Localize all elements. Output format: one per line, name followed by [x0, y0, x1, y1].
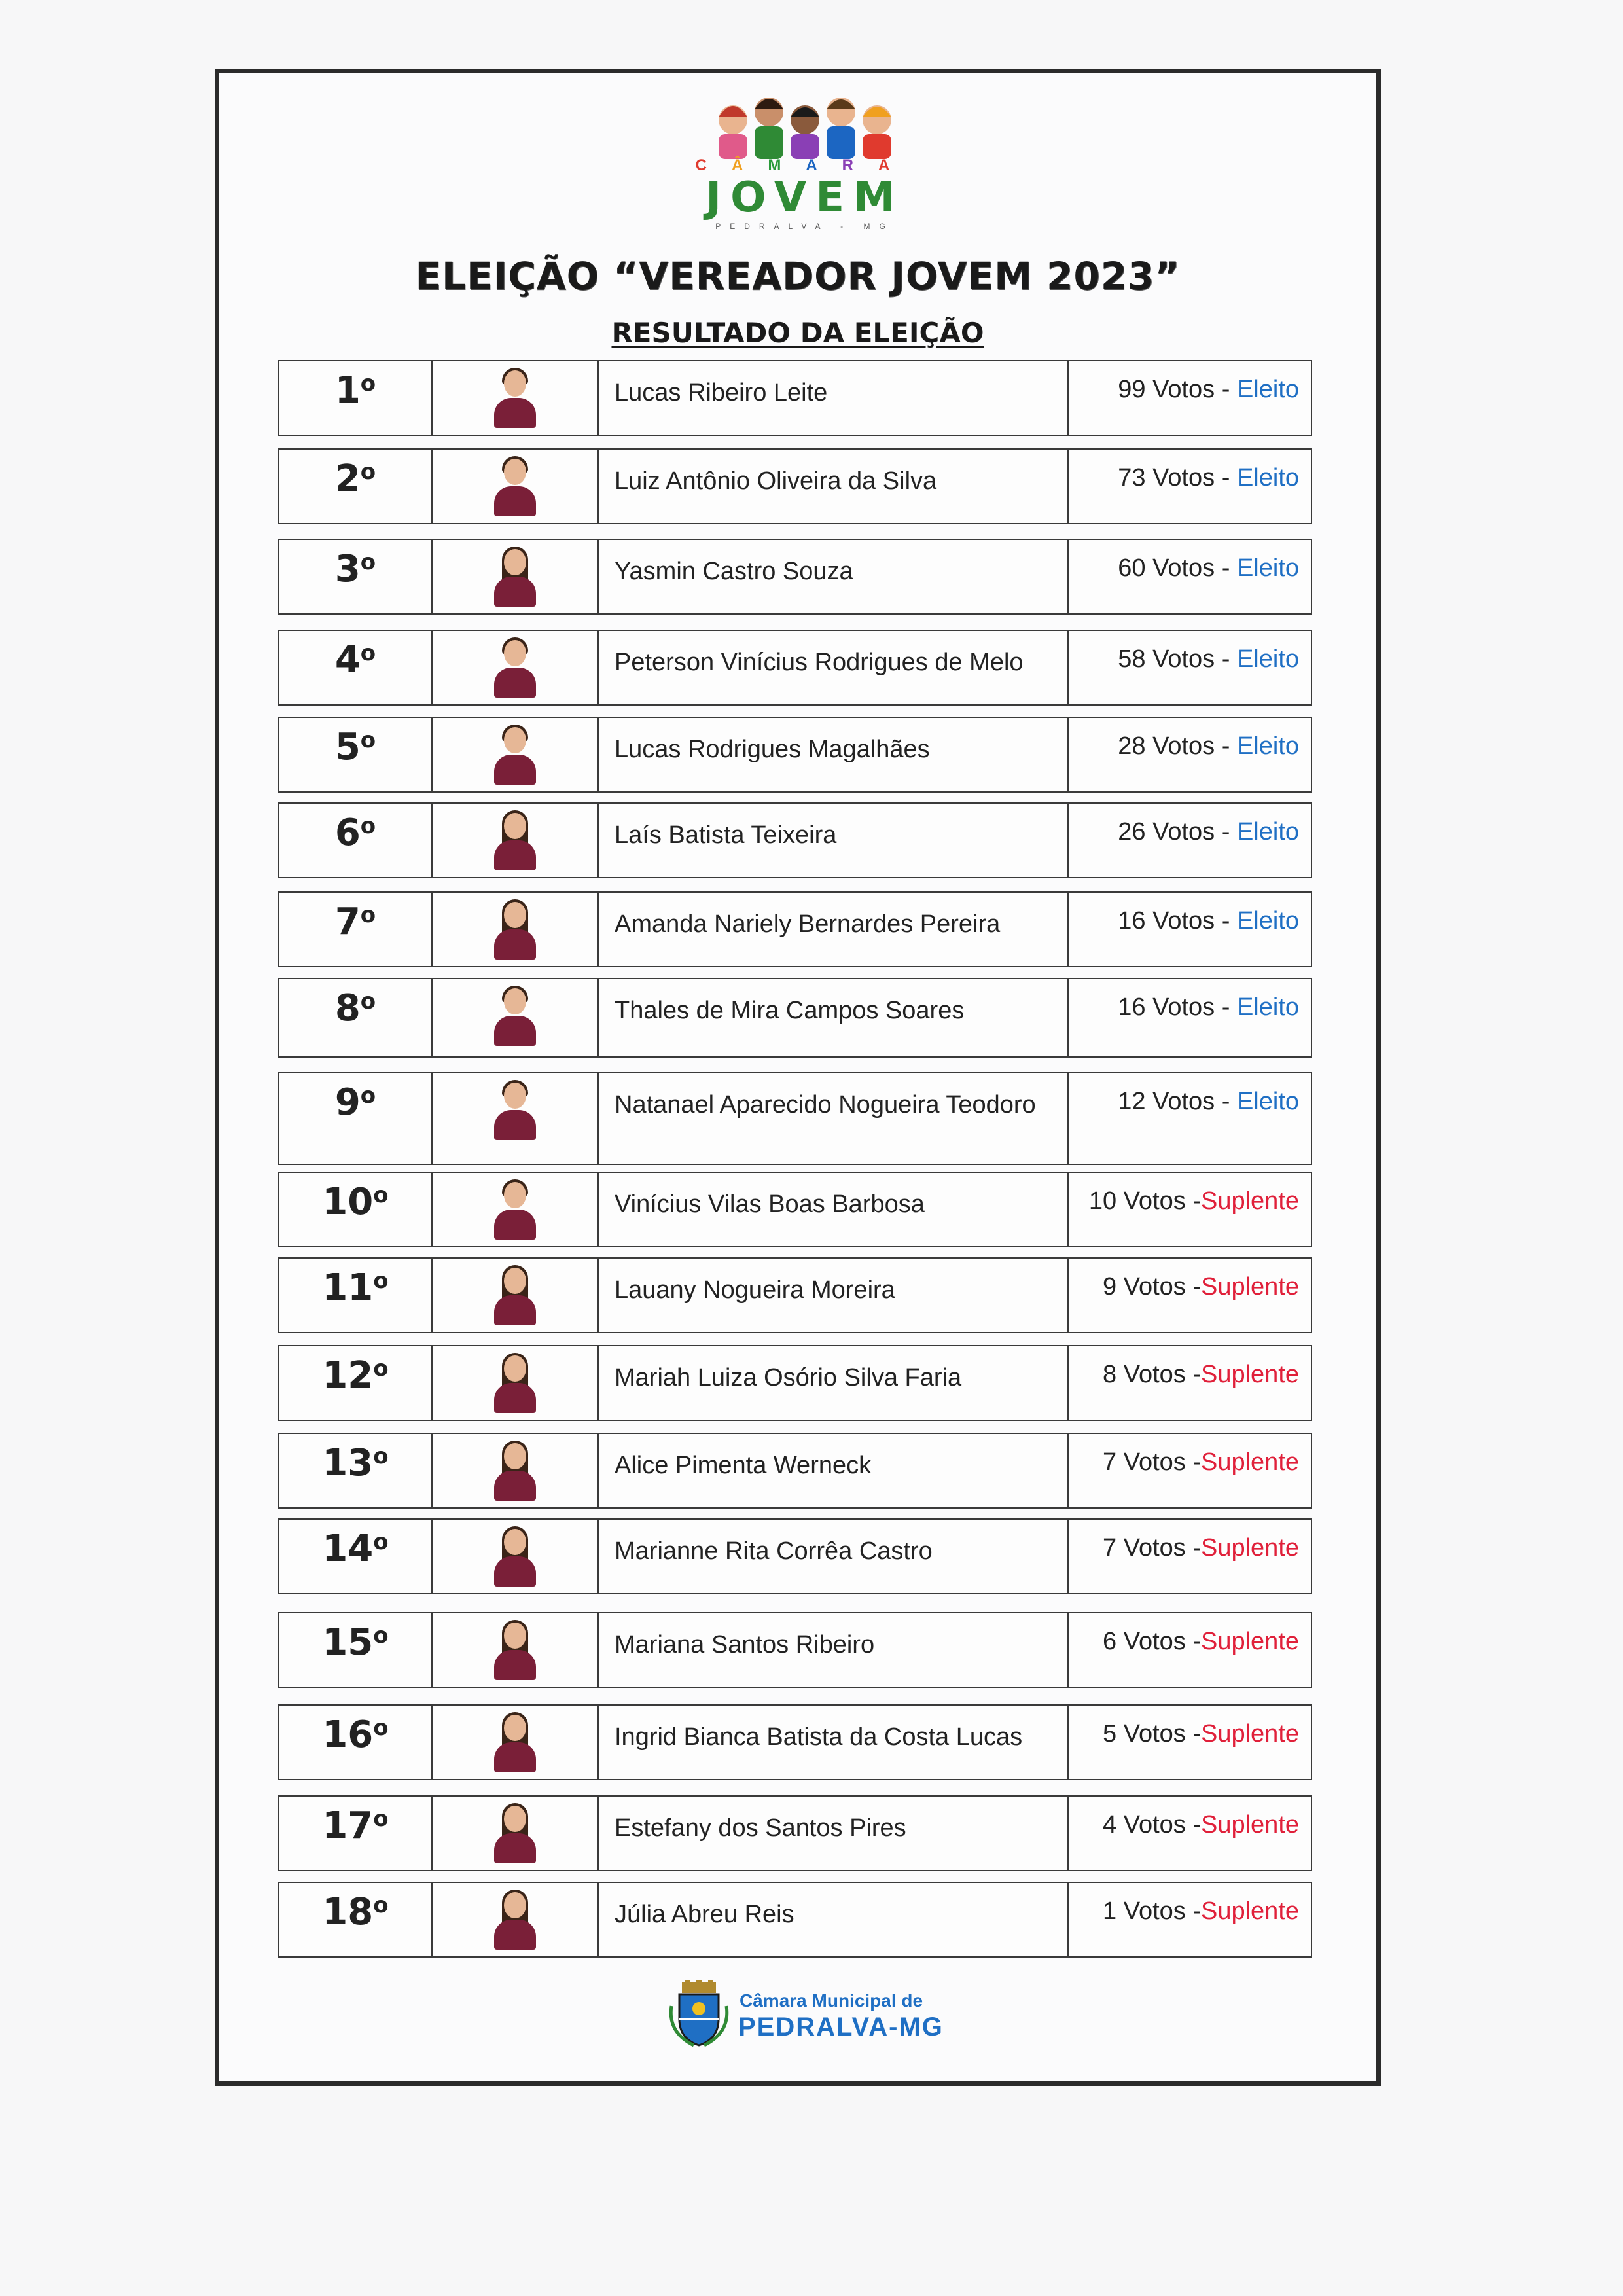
- candidate-photo: [489, 986, 541, 1046]
- table-row: [278, 1795, 1312, 1871]
- votes-cell: [1069, 1073, 1311, 1164]
- candidate-name: Mariana Santos Ribeiro: [615, 1631, 875, 1659]
- photo-cell: [433, 893, 599, 966]
- votes-cell: [1069, 1259, 1311, 1332]
- vote-count: 16 Votos -: [1118, 907, 1237, 935]
- rank-text: 10$^o$: [322, 1181, 389, 1223]
- candidate-name: Alice Pimenta Werneck: [615, 1452, 872, 1479]
- rank-cell: [279, 718, 433, 791]
- candidate-name: Natanael Aparecido Nogueira Teodoro: [615, 1091, 1036, 1119]
- candidate-photo: [489, 1265, 541, 1325]
- photo-cell: [433, 1346, 599, 1420]
- status-label: Suplente: [1200, 1273, 1299, 1300]
- rank-cell: [279, 979, 433, 1056]
- status-label: Suplente: [1200, 1187, 1299, 1215]
- rank-text: 3$^o$: [334, 548, 376, 590]
- candidate-photo: [489, 725, 541, 785]
- rank-text: 12$^o$: [322, 1354, 389, 1397]
- votes-cell: [1069, 979, 1311, 1056]
- votes-cell: [1069, 361, 1311, 435]
- rank-text: 17$^o$: [322, 1804, 389, 1847]
- rank-cell: [279, 1797, 433, 1870]
- table-row: [278, 1882, 1312, 1958]
- name-cell: [599, 1173, 1069, 1246]
- candidate-name: Mariah Luiza Osório Silva Faria: [615, 1364, 962, 1391]
- vote-count: 99 Votos -: [1118, 376, 1237, 403]
- candidate-photo: [489, 1526, 541, 1587]
- status-label: Eleito: [1236, 645, 1299, 673]
- photo-cell: [433, 450, 599, 523]
- logo-jovem-text: JOVEM: [705, 173, 904, 222]
- name-cell: [599, 804, 1069, 877]
- status-label: Suplente: [1200, 1897, 1299, 1925]
- name-cell: [599, 361, 1069, 435]
- candidate-name: Laís Batista Teixeira: [615, 821, 837, 849]
- photo-cell: [433, 804, 599, 877]
- rank-cell: [279, 450, 433, 523]
- rank-cell: [279, 1613, 433, 1687]
- status-label: Eleito: [1236, 732, 1299, 760]
- table-row: [278, 1433, 1312, 1509]
- name-cell: [599, 1613, 1069, 1687]
- votes-cell: [1069, 1883, 1311, 1956]
- vote-count: 7 Votos -: [1103, 1448, 1201, 1476]
- footer-line2: PEDRALVA-MG: [738, 2013, 944, 2041]
- candidate-name: Luiz Antônio Oliveira da Silva: [615, 467, 937, 495]
- rank-text: 8$^o$: [334, 987, 376, 1030]
- table-row: [278, 448, 1312, 524]
- candidate-photo: [489, 810, 541, 870]
- kids-illustration-icon: [700, 88, 910, 160]
- status-label: Eleito: [1236, 464, 1299, 492]
- coat-of-arms-icon: [668, 1980, 730, 2049]
- candidate-photo: [489, 1712, 541, 1772]
- rank-text: 16$^o$: [322, 1713, 389, 1756]
- name-cell: [599, 1520, 1069, 1593]
- photo-cell: [433, 1613, 599, 1687]
- status-label: Eleito: [1236, 994, 1299, 1021]
- table-row: [278, 1518, 1312, 1594]
- candidate-name: Júlia Abreu Reis: [615, 1901, 794, 1928]
- photo-cell: [433, 1797, 599, 1870]
- votes-cell: [1069, 631, 1311, 704]
- votes-text: [1103, 1273, 1299, 1301]
- status-label: Suplente: [1200, 1448, 1299, 1476]
- camara-municipal-logo: [668, 1980, 955, 2052]
- candidate-name: Thales de Mira Campos Soares: [615, 997, 965, 1024]
- vote-count: 6 Votos -: [1103, 1628, 1201, 1655]
- rank-cell: [279, 1073, 433, 1164]
- votes-text: [1089, 1187, 1299, 1215]
- name-cell: [599, 893, 1069, 966]
- rank-text: 9$^o$: [334, 1081, 376, 1124]
- name-cell: [599, 1073, 1069, 1164]
- status-label: Eleito: [1236, 1088, 1299, 1115]
- name-cell: [599, 1434, 1069, 1507]
- candidate-name: Amanda Nariely Bernardes Pereira: [615, 910, 1001, 938]
- vote-count: 58 Votos -: [1118, 645, 1237, 673]
- candidate-photo: [489, 899, 541, 960]
- votes-cell: [1069, 1520, 1311, 1593]
- table-row: [278, 1172, 1312, 1247]
- rank-text: 4$^o$: [334, 639, 376, 681]
- votes-cell: [1069, 540, 1311, 613]
- rank-cell: [279, 540, 433, 613]
- table-row: [278, 1072, 1312, 1165]
- rank-text: 14$^o$: [322, 1528, 389, 1570]
- table-row: [278, 539, 1312, 615]
- name-cell: [599, 540, 1069, 613]
- rank-text: 1$^o$: [334, 369, 376, 412]
- candidate-photo: [489, 1080, 541, 1140]
- votes-text: [1118, 818, 1299, 846]
- rank-cell: [279, 1520, 433, 1593]
- name-cell: [599, 1797, 1069, 1870]
- candidate-name: Ingrid Bianca Batista da Costa Lucas: [615, 1723, 1023, 1751]
- photo-cell: [433, 979, 599, 1056]
- rank-cell: [279, 631, 433, 704]
- camara-jovem-logo: [687, 88, 923, 231]
- vote-count: 9 Votos -: [1103, 1273, 1201, 1300]
- candidate-photo: [489, 456, 541, 516]
- logo-pedralva-text: PEDRALVA - MG: [715, 222, 895, 231]
- table-row: [278, 1704, 1312, 1780]
- vote-count: 26 Votos -: [1118, 818, 1237, 846]
- rank-text: 2$^o$: [334, 457, 376, 500]
- status-label: Eleito: [1236, 554, 1299, 582]
- rank-text: 5$^o$: [334, 726, 376, 768]
- candidate-photo: [489, 1353, 541, 1413]
- rank-cell: [279, 361, 433, 435]
- rank-text: 13$^o$: [322, 1442, 389, 1484]
- vote-count: 7 Votos -: [1103, 1534, 1201, 1562]
- votes-cell: [1069, 1434, 1311, 1507]
- votes-text: [1118, 464, 1299, 492]
- candidate-name: Marianne Rita Corrêa Castro: [615, 1537, 933, 1565]
- table-row: [278, 1257, 1312, 1333]
- status-label: Suplente: [1200, 1628, 1299, 1655]
- votes-cell: [1069, 450, 1311, 523]
- candidate-name: Peterson Vinícius Rodrigues de Melo: [615, 649, 1024, 676]
- votes-cell: [1069, 1173, 1311, 1246]
- status-label: Suplente: [1200, 1720, 1299, 1748]
- table-row: [278, 802, 1312, 878]
- photo-cell: [433, 540, 599, 613]
- rank-cell: [279, 1883, 433, 1956]
- votes-text: [1103, 1628, 1299, 1656]
- photo-cell: [433, 718, 599, 791]
- rank-cell: [279, 1173, 433, 1246]
- rank-cell: [279, 1259, 433, 1332]
- votes-text: [1118, 732, 1299, 761]
- vote-count: 8 Votos -: [1103, 1361, 1201, 1388]
- table-row: [278, 360, 1312, 436]
- rank-cell: [279, 804, 433, 877]
- votes-cell: [1069, 1346, 1311, 1420]
- vote-count: 4 Votos -: [1103, 1811, 1201, 1839]
- candidate-photo: [489, 1890, 541, 1950]
- votes-text: [1103, 1361, 1299, 1389]
- photo-cell: [433, 1173, 599, 1246]
- table-row: [278, 978, 1312, 1058]
- votes-text: [1103, 1534, 1299, 1562]
- status-label: Suplente: [1200, 1361, 1299, 1388]
- votes-text: [1118, 645, 1299, 673]
- name-cell: [599, 1346, 1069, 1420]
- table-row: [278, 891, 1312, 967]
- candidate-photo: [489, 1620, 541, 1680]
- vote-count: 10 Votos -: [1088, 1187, 1201, 1215]
- candidate-photo: [489, 637, 541, 698]
- votes-text: [1103, 1448, 1299, 1477]
- page-title: ELEIÇÃO “VEREADOR JOVEM 2023”: [415, 254, 1181, 298]
- votes-text: [1118, 376, 1299, 404]
- photo-cell: [433, 361, 599, 435]
- vote-count: 16 Votos -: [1118, 994, 1237, 1021]
- votes-cell: [1069, 1706, 1311, 1779]
- logo-camara-text: CÂMARA: [695, 156, 915, 174]
- rank-text: 7$^o$: [334, 901, 376, 943]
- candidate-name: Estefany dos Santos Pires: [615, 1814, 906, 1842]
- votes-text: [1118, 907, 1299, 935]
- candidate-photo: [489, 1441, 541, 1501]
- name-cell: [599, 1883, 1069, 1956]
- candidate-name: Yasmin Castro Souza: [615, 558, 853, 585]
- name-cell: [599, 631, 1069, 704]
- status-label: Suplente: [1200, 1534, 1299, 1562]
- candidate-name: Lucas Rodrigues Magalhães: [615, 736, 930, 763]
- page-subtitle: RESULTADO DA ELEIÇÃO: [611, 317, 984, 349]
- rank-text: 11$^o$: [322, 1266, 389, 1309]
- votes-text: [1118, 994, 1299, 1022]
- photo-cell: [433, 1434, 599, 1507]
- votes-cell: [1069, 1613, 1311, 1687]
- vote-count: 60 Votos -: [1118, 554, 1237, 582]
- table-row: [278, 717, 1312, 793]
- status-label: Eleito: [1236, 907, 1299, 935]
- votes-text: [1103, 1811, 1299, 1839]
- candidate-name: Lucas Ribeiro Leite: [615, 379, 828, 406]
- photo-cell: [433, 1259, 599, 1332]
- photo-cell: [433, 1520, 599, 1593]
- rank-cell: [279, 1706, 433, 1779]
- name-cell: [599, 1259, 1069, 1332]
- rank-text: 18$^o$: [322, 1891, 389, 1933]
- photo-cell: [433, 1706, 599, 1779]
- photo-cell: [433, 1883, 599, 1956]
- candidate-photo: [489, 368, 541, 428]
- votes-cell: [1069, 804, 1311, 877]
- votes-text: [1103, 1897, 1299, 1926]
- candidate-photo: [489, 1803, 541, 1863]
- status-label: Eleito: [1236, 818, 1299, 846]
- vote-count: 12 Votos -: [1118, 1088, 1237, 1115]
- votes-cell: [1069, 718, 1311, 791]
- rank-cell: [279, 1346, 433, 1420]
- table-row: [278, 1612, 1312, 1688]
- vote-count: 73 Votos -: [1118, 464, 1237, 492]
- table-row: [278, 1345, 1312, 1421]
- photo-cell: [433, 1073, 599, 1164]
- votes-text: [1118, 1088, 1299, 1116]
- votes-text: [1103, 1720, 1299, 1748]
- votes-cell: [1069, 1797, 1311, 1870]
- vote-count: 1 Votos -: [1103, 1897, 1201, 1925]
- candidate-name: Vinícius Vilas Boas Barbosa: [615, 1191, 925, 1218]
- footer-line1: Câmara Municipal de: [740, 1990, 923, 2011]
- vote-count: 28 Votos -: [1118, 732, 1237, 760]
- rank-text: 15$^o$: [322, 1621, 389, 1664]
- votes-cell: [1069, 893, 1311, 966]
- status-label: Eleito: [1236, 376, 1299, 403]
- vote-count: 5 Votos -: [1103, 1720, 1201, 1748]
- votes-text: [1118, 554, 1299, 583]
- candidate-photo: [489, 1179, 541, 1240]
- rank-cell: [279, 1434, 433, 1507]
- table-row: [278, 630, 1312, 706]
- status-label: Suplente: [1200, 1811, 1299, 1839]
- photo-cell: [433, 631, 599, 704]
- name-cell: [599, 979, 1069, 1056]
- rank-text: 6$^o$: [334, 812, 376, 854]
- candidate-name: Lauany Nogueira Moreira: [615, 1276, 895, 1304]
- name-cell: [599, 1706, 1069, 1779]
- candidate-photo: [489, 547, 541, 607]
- rank-cell: [279, 893, 433, 966]
- name-cell: [599, 718, 1069, 791]
- name-cell: [599, 450, 1069, 523]
